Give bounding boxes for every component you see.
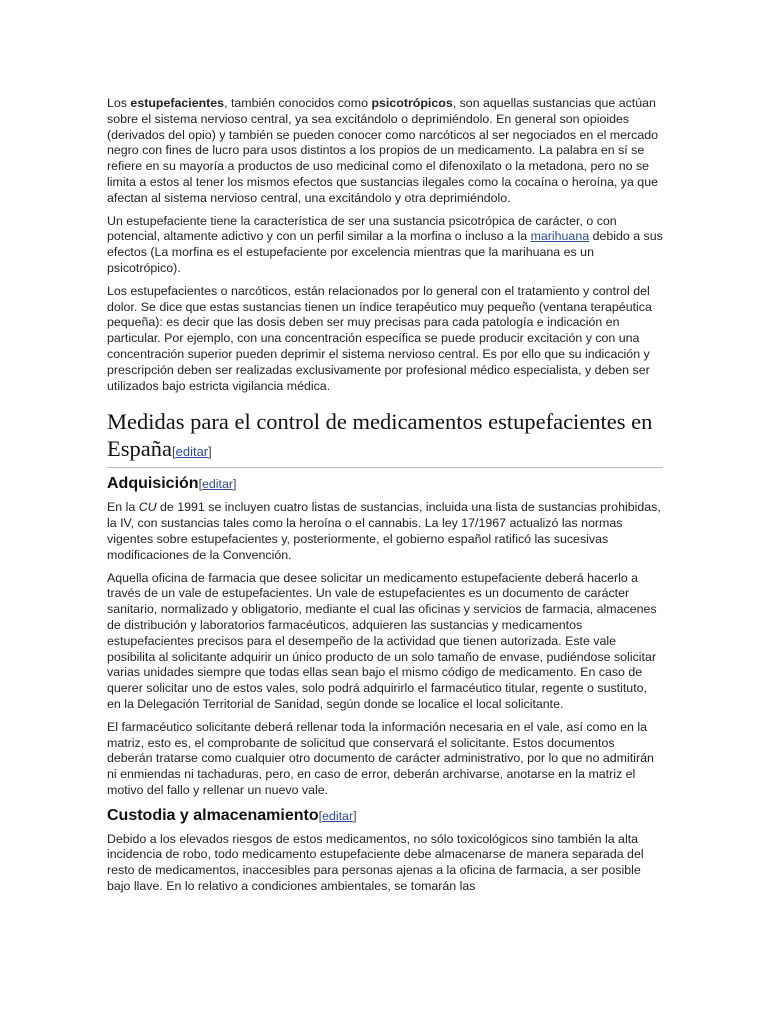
custodia-paragraph-1: Debido a los elevados riesgos de estos medicamentos, no sólo toxicológicos sino también la alta incidencia de robo, todo medicamento estupefaciente debe almacenarse de manera separada del resto de medicamentos, inaccesibles para personas ajenas a la oficina de farmacia, a ser posible bajo llave. En lo relativo a condiciones ambientales, se tomarán las — [107, 831, 644, 894]
bracket-open: [ — [171, 444, 176, 460]
section-heading — [107, 408, 663, 468]
bracket-close: ] — [208, 444, 212, 460]
adquisicion-paragraph-2: Aquella oficina de farmacia que desee solicitar un medicamento estupefaciente deberá hacerlo a través de un vale de estupefacientes. Un vale de estupefacientes es un documento de carácter sanitario, normalizado y obligatorio, mediante el cual las oficinas y servicios de farmacia, almacenes de distribución y laboratorios farmacéuticos, adquieren las sustancias y medicamentos estupefacientes precisos para el desempeño de la actividad que tienen autorizada. Este vale posibilita al solicitante adquirir un único producto de un solo tamaño de envase, pudiéndose solicitar varias unidades siempre que todas ellas sean bajo el mismo código de medicamento. En caso de querer solicitar uno de estos vales, solo podrá adquirirlo el farmacéutico titular, regente o sustituto, en la Delegación Territorial de Sanidad, según donde se localice el local solicitante. — [107, 570, 657, 711]
bold-term-psicotropicos: psicotrópicos — [371, 96, 453, 110]
text-run: En la — [107, 500, 139, 515]
custodia-title: Custodia y almacenamiento — [107, 806, 319, 824]
adquisicion-paragraph-3: El farmacéutico solicitante deberá rellenar toda la información necesaria en el vale, así como en la matriz, esto es, el comprobante de solicitud que conservará el solicitante. Estos documentos deberán tratarse como cualquier otro documento de carácter administrativo, por lo que no admitirán ni enmiendas ni tachaduras, pero, en caso de error, deberán archivarse, anotarse en la matriz el motivo del fallo y rellenar un nuevo vale. — [107, 719, 654, 797]
text-run: Los — [107, 96, 131, 110]
text-run: Un estupefaciente tiene la característica de ser una sustancia psicotrópica de carácter, o con potencial, altamente adictivo y con un perfil similar a la morfina o incluso a la — [107, 213, 617, 244]
intro-paragraph-3: Los estupefacientes o narcóticos, están relacionados por lo general con el tratamiento y control del dolor. Se dice que estas sustancias tienen un índice terapéutico muy pequeño (ventana terapéutica pequeña): es decir que las dosis deben ser muy precisas para cada patología e indicación en particular. Por ejemplo, con una concentración específica se puede producir excitación y con una concentración superior pueden deprimir el sistema nervioso central. Es por ello que su indicación y prescripción deben ser realizadas exclusivamente por profesional médico especialista, y deben ser utilizados bajo estricta vigilancia médica. — [107, 283, 652, 393]
intro-paragraph-2 — [107, 214, 663, 277]
marihuana-link[interactable]: marihuana — [530, 229, 590, 244]
adquisicion-title: Adquisición — [107, 475, 199, 493]
text-run: , son aquellas sustancias que actúan sobre el sistema nervioso central, ya sea excitándolo o deprimiéndolo. En general son opioides (derivados del opio) y también se pueden conocer como narcóticos al ser negociados en el mercado negro con fines de lucro para usos distintos a los propios de un medicamento. La palabra en sí se refiere en su mayoría a productos de uso medicinal como el difenoxilato o la metadona, pero no se limita a estos al tener los mismos efectos que sustancias ilegales como la cocaína o heroína, ya que afectan al sistema nervioso central, una excitándolo y otra deprimiéndolo. — [107, 96, 659, 205]
edit-custodia-link[interactable]: editar — [322, 808, 354, 823]
bold-term-estupefacientes: estupefacientes — [130, 96, 225, 110]
edit-section-link-wrapper — [172, 444, 212, 459]
bracket-close: ] — [353, 808, 357, 823]
bracket-open: [ — [198, 477, 203, 492]
edit-section-link[interactable]: editar — [175, 444, 209, 460]
custodia-heading — [107, 806, 663, 826]
adquisicion-heading — [107, 474, 663, 494]
text-run: debido a sus efectos (La morfina es el estupefaciente por excelencia mientras que la marihuana es un psicotrópico). — [107, 229, 663, 275]
section-title: Medidas para el control de medicamentos estupefacientes en España — [107, 409, 653, 462]
edit-adquisicion-link-wrapper — [199, 477, 237, 491]
edit-custodia-link-wrapper — [319, 809, 357, 823]
bracket-open: [ — [318, 808, 323, 823]
text-run: de 1991 se incluyen cuatro listas de sustancias, incluida una lista de sustancias prohibidas, la IV, con sustancias tales como la heroína o el cannabis. La ley 17/1967 actualizó las normas vigentes sobre estupefacientes y, posteriormente, el gobierno español ratificó las sucesivas modificaciones de la Convención. — [107, 500, 661, 562]
text-run: , también conocidos como — [224, 96, 372, 110]
adquisicion-paragraph-1 — [107, 500, 663, 563]
intro-paragraph-1 — [107, 96, 663, 207]
article-body — [107, 96, 663, 902]
bracket-close: ] — [233, 477, 237, 492]
italic-term-cu: CU — [138, 500, 157, 515]
edit-adquisicion-link[interactable]: editar — [202, 477, 234, 492]
